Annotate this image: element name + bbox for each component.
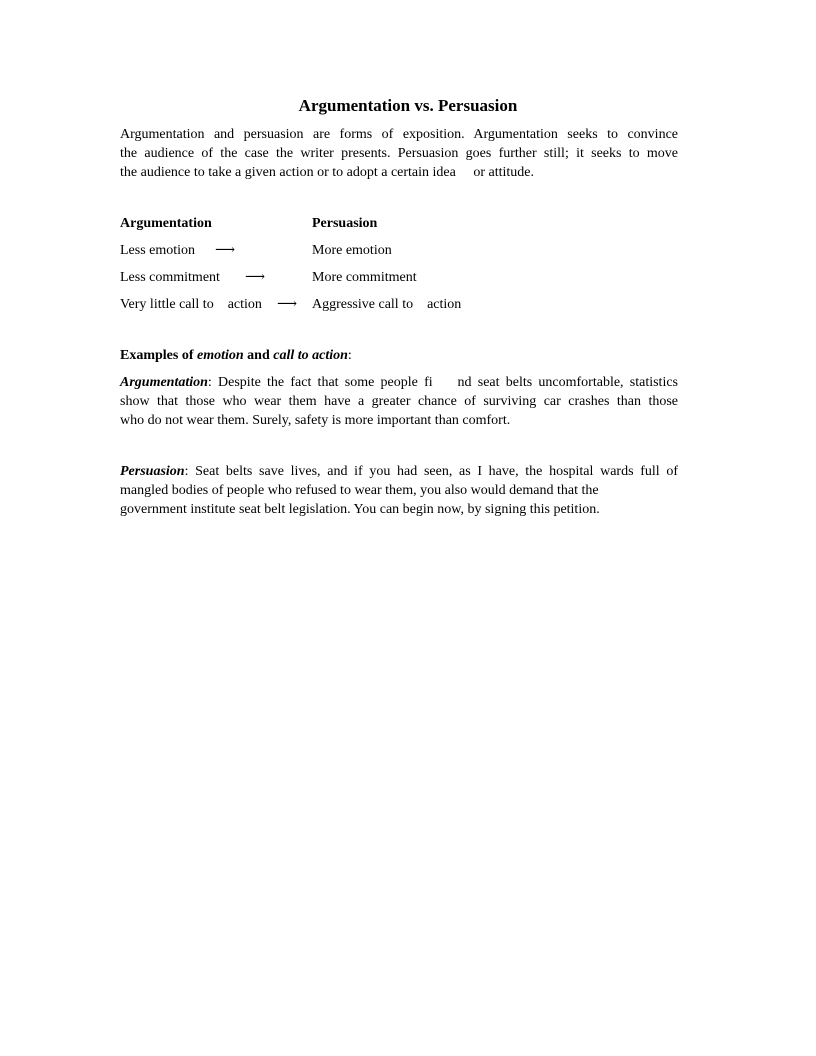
example-text: : Seat belts save lives, and if you had seen, as I have, the hospital wards full of [184,464,678,479]
heading-text: Examples of [120,348,197,363]
example-text: : Despite the fact that some people fi nd seat belts uncomfortable, statistics [207,375,678,390]
column-header-argumentation: Argumentation [120,216,212,231]
comparison-row [120,268,620,287]
intro-line: the audience to take a given action or to adopt a certain idea or attitude. [120,165,534,180]
example-line: show that those who wear them have a greater chance of surviving car crashes than those [120,394,678,409]
argumentation-cell: Less emotion [120,243,196,258]
persuasion-cell: More commitment [312,270,417,285]
comparison-header-row [120,214,620,233]
heading-text: : [347,348,352,363]
intro-paragraph [120,125,678,182]
intro-line: Argumentation and persuasion are forms of exposition. Argumentation seeks to convince [120,127,678,142]
heading-emphasis-emotion: emotion [197,348,244,363]
comparison-row [120,295,620,314]
persuasion-cell: More emotion [312,243,392,258]
example-line [120,373,678,392]
heading-text: and [243,348,274,363]
example-line: who do not wear them. Surely, safety is more important than comfort. [120,413,511,428]
arrow-right-icon: ⟶ [215,243,236,258]
page-title: Argumentation vs. Persuasion [298,96,518,115]
example-label: Argumentation [120,375,208,390]
example-label: Persuasion [120,464,185,479]
example-line [120,462,678,481]
arrow-right-icon: ⟶ [245,270,266,285]
intro-line: the audience of the case the writer presents. Persuasion goes further still; it seeks to move [120,146,678,161]
comparison-row [120,241,620,260]
column-header-persuasion: Persuasion [312,216,378,231]
argumentation-cell: Very little call to action [120,297,262,312]
heading-emphasis-call-to-action: call to action [273,348,348,363]
example-argumentation [120,373,678,430]
example-line: mangled bodies of people who refused to wear them, you also would demand that the [120,483,599,498]
argumentation-cell: Less commitment [120,270,220,285]
example-persuasion [120,462,678,519]
examples-heading [120,346,352,365]
arrow-right-icon: ⟶ [277,297,298,312]
example-line: government institute seat belt legislation. You can begin now, by signing this petition. [120,502,600,517]
persuasion-cell: Aggressive call to action [312,297,462,312]
